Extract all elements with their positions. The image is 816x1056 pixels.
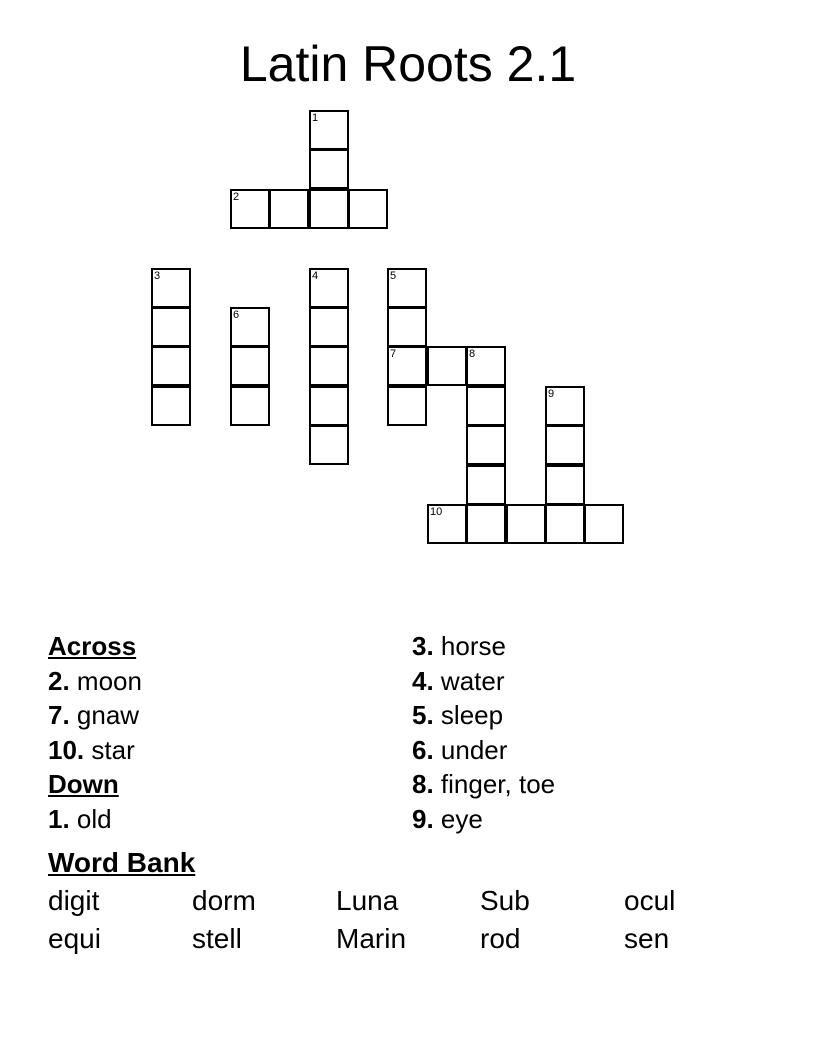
- grid-cell[interactable]: [427, 504, 467, 544]
- clue-number: 4.: [412, 665, 434, 696]
- clue-down-4: [412, 664, 555, 699]
- grid-cell[interactable]: [151, 307, 191, 347]
- grid-cell[interactable]: [230, 386, 270, 426]
- grid-cell[interactable]: [545, 386, 585, 426]
- clue-number: 8.: [412, 769, 434, 799]
- down-heading: Down: [48, 769, 119, 799]
- word-bank-word: digit: [48, 885, 100, 916]
- clue-text: old: [76, 803, 112, 834]
- clue-number-label: 8: [469, 348, 476, 360]
- grid-cell[interactable]: [387, 307, 427, 347]
- clue-number: 2.: [48, 665, 70, 696]
- clue-number: 1.: [48, 803, 70, 834]
- clue-down-5: [412, 698, 555, 733]
- grid-cell[interactable]: [506, 504, 546, 544]
- clue-number: 7.: [48, 700, 70, 730]
- word-bank-word: rod: [480, 923, 521, 954]
- grid-cell[interactable]: [309, 307, 349, 347]
- clue-down-1: [48, 802, 142, 837]
- clue-text: water: [440, 665, 505, 696]
- clue-number-label: 4: [312, 270, 319, 282]
- clue-text: sleep: [440, 700, 504, 730]
- clues-right-column: [412, 629, 555, 836]
- clue-text: star: [91, 734, 135, 765]
- grid-cell[interactable]: [230, 189, 270, 229]
- clue-number: 3.: [412, 631, 434, 661]
- word-bank-word: Luna: [336, 885, 399, 916]
- clue-number-label: 6: [233, 309, 240, 321]
- word-bank-word: ocul: [624, 885, 676, 916]
- clue-text: under: [440, 734, 508, 765]
- clue-across-2: [48, 664, 142, 699]
- clue-number-label: 2: [233, 191, 240, 203]
- clue-number: 5.: [412, 700, 434, 730]
- grid-cell[interactable]: [309, 386, 349, 426]
- grid-cell[interactable]: [387, 386, 427, 426]
- grid-cell[interactable]: [545, 504, 585, 544]
- grid-cell[interactable]: [348, 189, 388, 229]
- clue-down-9: [412, 802, 555, 837]
- clue-number-label: 3: [154, 270, 161, 282]
- clue-number: 6.: [412, 734, 434, 765]
- clue-across-10: [48, 733, 142, 768]
- clue-number-label: 5: [390, 270, 397, 282]
- grid-cell[interactable]: [230, 307, 270, 347]
- clue-text: gnaw: [76, 700, 140, 730]
- clue-number: 9.: [412, 803, 434, 834]
- word-bank-word: dorm: [192, 885, 256, 916]
- clue-number-label: 9: [548, 388, 555, 400]
- grid-cell[interactable]: [269, 189, 309, 229]
- grid-cell[interactable]: [466, 386, 506, 426]
- grid-cell[interactable]: [387, 346, 427, 386]
- grid-cell[interactable]: [387, 268, 427, 308]
- word-bank-word: Marin: [336, 923, 407, 954]
- word-bank-word: sen: [624, 923, 670, 954]
- grid-cell[interactable]: [545, 465, 585, 505]
- word-bank-word: equi: [48, 923, 101, 954]
- word-bank-word: Sub: [480, 885, 530, 916]
- grid-cell[interactable]: [309, 110, 349, 150]
- grid-cell[interactable]: [151, 386, 191, 426]
- grid-cell[interactable]: [151, 268, 191, 308]
- clue-text: moon: [76, 665, 142, 696]
- clue-text: eye: [440, 803, 483, 834]
- clue-down-3: [412, 629, 555, 664]
- grid-cell[interactable]: [230, 346, 270, 386]
- grid-cell[interactable]: [466, 504, 506, 544]
- clue-down-8: [412, 767, 555, 802]
- clue-text: horse: [440, 631, 506, 661]
- word-bank-word: stell: [192, 923, 242, 954]
- clue-down-6: [412, 733, 555, 768]
- clue-across-7: [48, 698, 142, 733]
- page-title: Latin Roots 2.1: [239, 36, 577, 92]
- grid-cell[interactable]: [427, 346, 467, 386]
- grid-cell[interactable]: [466, 425, 506, 465]
- grid-cell[interactable]: [309, 149, 349, 189]
- grid-cell[interactable]: [309, 346, 349, 386]
- clue-text: finger, toe: [440, 769, 556, 799]
- grid-cell[interactable]: [466, 465, 506, 505]
- clue-number-label: 1: [312, 112, 319, 124]
- across-heading: Across: [48, 631, 137, 661]
- grid-cell[interactable]: [151, 346, 191, 386]
- clues-left-column: [48, 629, 142, 836]
- grid-cell[interactable]: [309, 425, 349, 465]
- clue-number-label: 7: [390, 348, 397, 360]
- grid-cell[interactable]: [309, 189, 349, 229]
- grid-cell[interactable]: [309, 268, 349, 308]
- clue-number-label: 10: [430, 506, 443, 518]
- grid-cell[interactable]: [584, 504, 624, 544]
- grid-cell[interactable]: [545, 425, 585, 465]
- word-bank-heading: Word Bank: [48, 847, 196, 878]
- grid-cell[interactable]: [466, 346, 506, 386]
- clue-number: 10.: [48, 734, 85, 765]
